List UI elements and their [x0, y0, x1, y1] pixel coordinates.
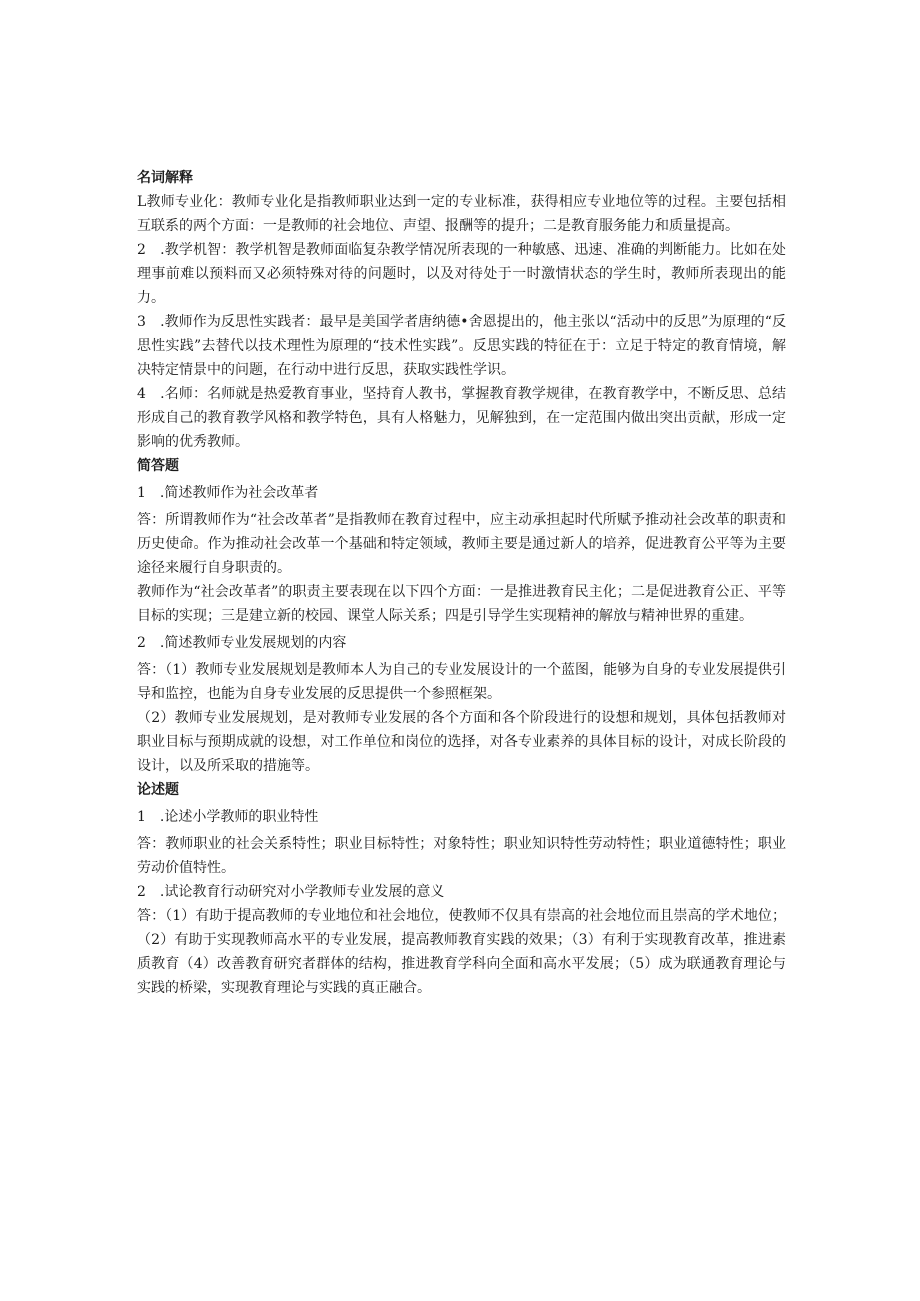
section-heading-terms: 名词解释: [137, 170, 193, 186]
short-answer-2-para-1: 答：（1）教师专业发展规划是教师本人为自己的专业发展设计的一个蓝图，能够为自身的专业发展提供引导和监控，也能为自身专业发展的反思提供一个参照框架。: [137, 662, 786, 702]
short-question-2: 2 .简述教师专业发展规划的内容: [137, 635, 347, 651]
short-answer-1-para-1: 答：所谓教师作为“社会改革者”是指教师在教育过程中，应主动承担起时代所赋予推动社会改革的职责和历史使命。作为推动社会改革一个基础和特定领域，教师主要是通过新人的培养，促进教育公平等为主要途径来履行自身职责的。: [137, 512, 786, 576]
term-item-2: 2 .教学机智：教学机智是教师面临复杂教学情况所表现的一种敏感、迅速、准确的判断能力。比如在处理事前难以预料而又必须特殊对待的问题时，以及对待处于一时激情状态的学生时，教师所表现出的能力。: [137, 242, 786, 306]
essay-question-1: 1 .论述小学教师的职业特性: [137, 809, 319, 825]
short-answer-1-para-2: 教师作为“社会改革者”的职责主要表现在以下四个方面：一是推进教育民主化；二是促进教育公正、平等目标的实现；三是建立新的校园、课堂人际关系；四是引导学生实现精神的解放与精神世界的重建。: [137, 584, 786, 624]
essay-answer-1: 答：教师职业的社会关系特性；职业目标特性；对象特性；职业知识特性劳动特性；职业道德特性；职业劳动价值特性。: [137, 836, 786, 876]
document-content: [137, 166, 786, 1000]
term-item-4: 4 .名师：名师就是热爱教育事业，坚持育人教书，掌握教育教学规律，在教育教学中，不断反思、总结形成自己的教育教学风格和教学特色，具有人格魅力，见解独到，在一定范围内做出突出贡献，形成一定影响的优秀教师。: [137, 386, 786, 450]
short-answer-2-para-2: （2）教师专业发展规划，是对教师专业发展的各个方面和各个阶段进行的设想和规划，具体包括教师对职业目标与预期成就的设想，对工作单位和岗位的选择，对各专业素养的具体目标的设计，对成长阶段的设计，以及所采取的措施等。: [137, 710, 786, 774]
term-item-3: 3 .教师作为反思性实践者：最早是美国学者唐纳德•舍恩提出的，他主张以“活动中的反思”为原理的“反思性实践”去替代以技术理性为原理的“技术性实践”。反思实践的特征在于：立足于特定的教育情境，解决特定情景中的问题，在行动中进行反思，获取实践性学识。: [137, 314, 786, 378]
essay-answer-2: 答：（1）有助于提高教师的专业地位和社会地位，使教师不仅具有崇高的社会地位而且崇高的学术地位；（2）有助于实现教师高水平的专业发展，提高教师教育实践的效果；（3）有利于实现教育改革，推进素质教育（4）改善教育研究者群体的结构，推进教育学科向全面和高水平发展；（5）成为联通教育理论与实践的桥梁，实现教育理论与实践的真正融合。: [137, 908, 786, 996]
section-heading-short: 简答题: [137, 458, 179, 474]
section-heading-essay: 论述题: [137, 782, 179, 798]
essay-question-2: 2 .试论教育行动研究对小学教师专业发展的意义: [137, 884, 445, 900]
short-question-1: 1 .简述教师作为社会改革者: [137, 485, 319, 501]
term-item-1: L教师专业化：教师专业化是指教师职业达到一定的专业标准，获得相应专业地位等的过程。主要包括相互联系的两个方面：一是教师的社会地位、声望、报酬等的提升；二是教育服务能力和质量提高。: [137, 194, 786, 234]
